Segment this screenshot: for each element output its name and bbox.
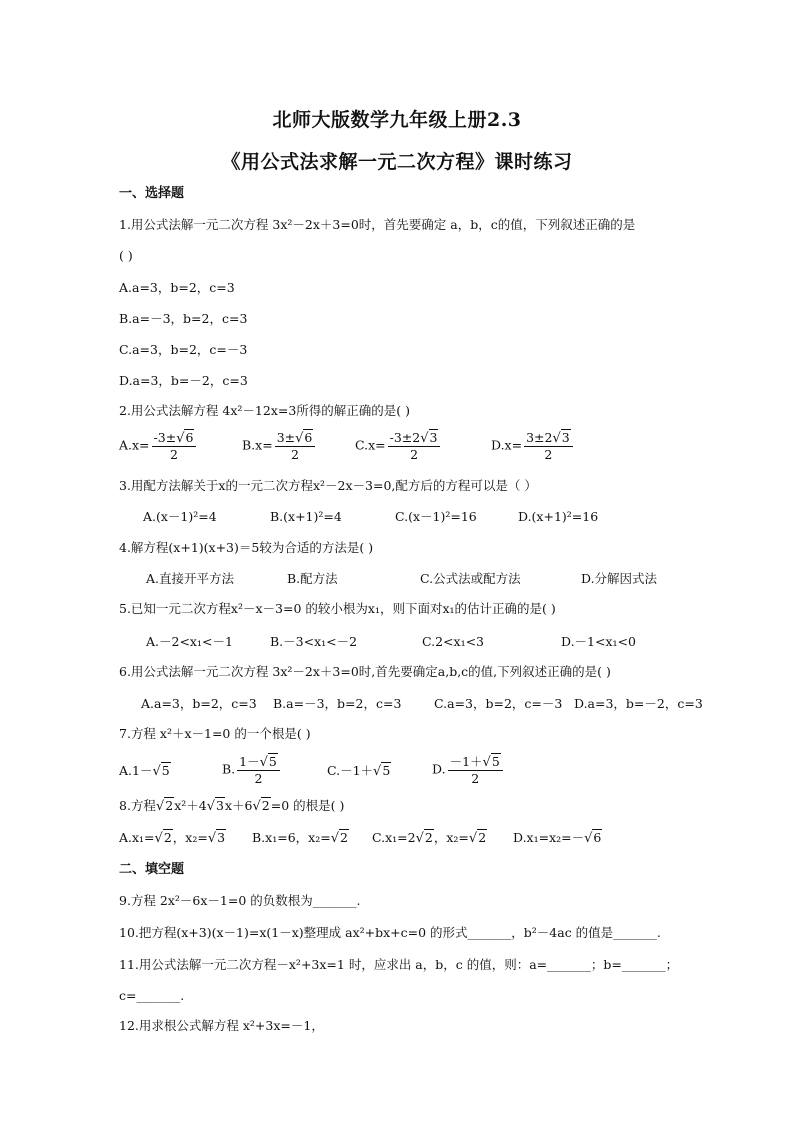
question-6-option-c: C.a=3，b=2，c=－3 — [434, 696, 563, 711]
section-heading-choice: 一、选择题 — [119, 186, 185, 201]
question-9: 9.方程 2x²－6x－1=0 的负数根为_______. — [119, 893, 361, 908]
question-3-option-a: A.(x－1)²=4 — [143, 509, 217, 524]
question-4-option-b: B.配方法 — [287, 571, 338, 586]
question-7-option-a: A.1－√5 — [119, 763, 170, 779]
title-line-1: 北师大版数学九年级上册2.3 — [272, 109, 522, 131]
question-11-line-2: c=_______. — [119, 988, 185, 1003]
question-8-stem: 8.方程√2x²＋4√3x＋6√2=0 的根是( ) — [119, 798, 345, 814]
question-3-option-b: B.(x+1)²=4 — [270, 509, 342, 524]
question-2-option-a: A.x= $\frac{-3\pm√6}{2}$ — [119, 430, 198, 462]
question-7-option-c: C.－1＋√5 — [327, 763, 391, 779]
question-1-paren: ( ) — [119, 248, 133, 263]
question-2-option-c: C.x= $\frac{-3\pm 2√3}{2}$ — [355, 430, 442, 462]
title-line-2: 《用公式法求解一元二次方程》课时练习 — [221, 151, 573, 173]
question-6-option-b: B.a=－3，b=2，c=3 — [273, 696, 402, 711]
question-5-option-c: C.2<x₁<3 — [422, 634, 485, 649]
question-4-option-d: D.分解因式法 — [581, 571, 658, 586]
question-2-option-b: B.x= $\frac{3\pm√6}{2}$ — [242, 430, 317, 462]
question-2-option-d: D.x= $\frac{3\pm 2√3}{2}$ — [491, 430, 575, 462]
question-3-option-d: D.(x+1)²=16 — [518, 509, 599, 524]
section-heading-fill: 二、填空题 — [119, 862, 185, 877]
question-7-option-d: D. $\frac{-1+√5}{2}$ — [432, 754, 505, 786]
question-5-option-b: B.－3<x₁<－2 — [270, 634, 358, 649]
question-1-option-b: B.a=－3，b=2，c=3 — [119, 311, 248, 326]
question-8-option-d: D.x₁=x₂=－√6 — [513, 830, 602, 846]
question-12: 12.用求根公式解方程 x²+3x=－1， — [119, 1018, 324, 1033]
question-5-option-a: A.－2<x₁<－1 — [146, 634, 233, 649]
question-7-option-b: B. $\frac{1-√5}{2}$ — [222, 754, 282, 786]
question-10: 10.把方程(x+3)(x－1)=x(1－x)整理成 ax²+bx+c=0 的形式_______，b²－4ac 的值是_______. — [119, 925, 661, 940]
question-3-stem: 3.用配方法解关于x的一元二次方程x²－2x－3=0,配方后的方程可以是（ ） — [119, 478, 537, 493]
question-4-option-c: C.公式法或配方法 — [420, 571, 521, 586]
question-6-stem: 6.用公式法解一元二次方程 3x²－2x＋3=0时,首先要确定a,b,c的值,下列叙述正确的是( ) — [119, 664, 611, 679]
question-4-stem: 4.解方程(x+1)(x+3)＝5较为合适的方法是( ) — [119, 540, 374, 555]
question-7-stem: 7.方程 x²＋x－1=0 的一个根是( ) — [119, 726, 311, 741]
question-8-option-a: A.x₁=√2，x₂=√3 — [119, 830, 226, 846]
question-11-line-1: 11.用公式法解一元二次方程－x²+3x=1 时，应求出 a，b，c 的值，则：a=_______；b=_______； — [119, 957, 679, 972]
question-5-stem: 5.已知一元二次方程x²－x－3=0 的较小根为x₁，则下面对x₁的估计正确的是( ) — [119, 601, 556, 616]
question-4-option-a: A.直接开平方法 — [146, 571, 235, 586]
question-3-option-c: C.(x－1)²=16 — [395, 509, 477, 524]
question-1-stem: 1.用公式法解一元二次方程 3x²－2x＋3=0时，首先要确定 a，b，c的值，下列叙述正确的是 — [119, 217, 636, 232]
question-1-option-c: C.a=3，b=2，c=－3 — [119, 342, 248, 357]
question-6-option-d: D.a=3，b=－2，c=3 — [574, 696, 703, 711]
question-6-option-a: A.a=3，b=2，c=3 — [141, 696, 257, 711]
question-1-option-a: A.a=3，b=2，c=3 — [119, 280, 235, 295]
question-5-option-d: D.－1<x₁<0 — [561, 634, 636, 649]
question-8-option-b: B.x₁=6，x₂=√2 — [252, 830, 348, 846]
question-2-stem: 2.用公式法解方程 4x²－12x=3所得的解正确的是( ) — [119, 403, 411, 418]
question-8-option-c: C.x₁=2√2，x₂=√2 — [372, 830, 487, 846]
question-1-option-d: D.a=3，b=－2，c=3 — [119, 373, 248, 388]
